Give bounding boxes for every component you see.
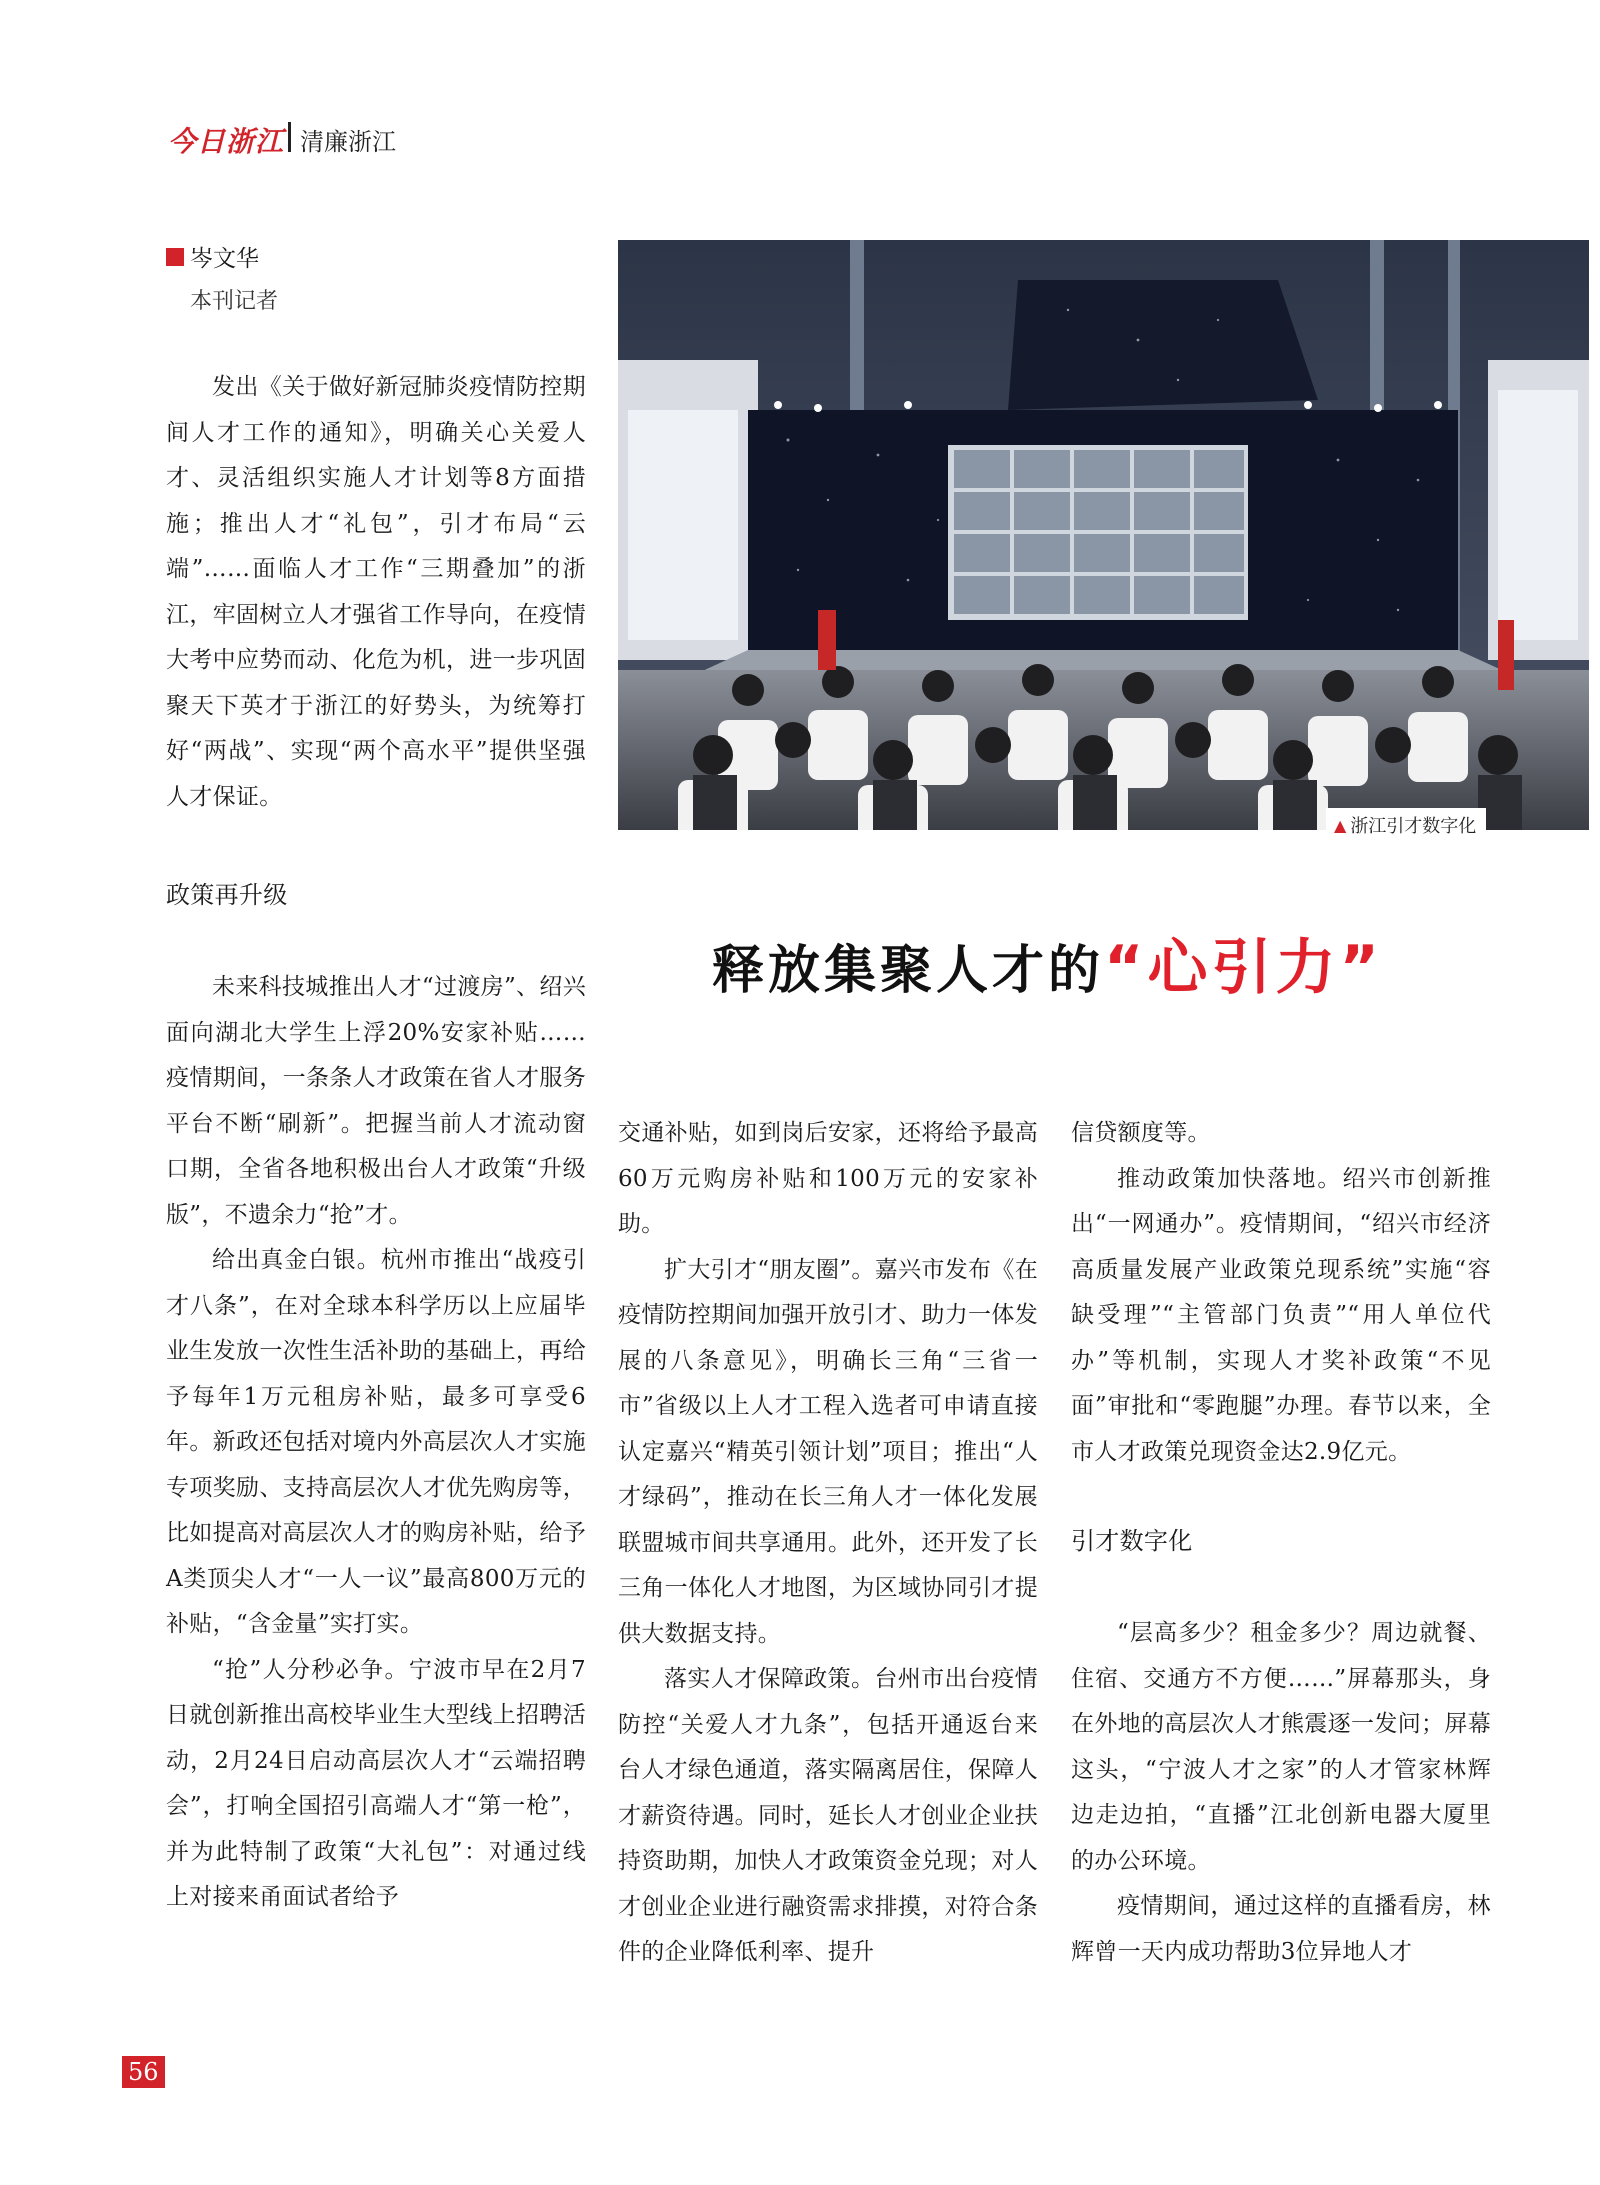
section-heading-digital: 引才数字化 — [1071, 1527, 1193, 1555]
photo-caption-text: 浙江引才数字化 — [1350, 816, 1477, 837]
paragraph: 给出真金白银。杭州市推出“战疫引才八条”，在对全球本科学历以上应届毕业生发放一次性生活补助的基础上，再给予每年1万元租房补贴，最多可享受6年。新政还包括对境内外高层次人才实施专项奖励、支持高层次人才优先购房等，比如提高对高层次人才的购房补贴，给予A类顶尖人才“一人一议”最高800万元的补贴，“含金量”实打实。 — [166, 1247, 586, 1637]
column-1-heading — [166, 873, 586, 918]
article-title-highlight: “心引力” — [1104, 933, 1383, 1003]
column-3 — [1071, 1111, 1491, 1475]
paragraph: “抢”人分秒必争。宁波市早在2月7日就创新推出高校毕业生大型线上招聘活动，2月24日启动高层次人才“云端招聘会”，打响全国招引高端人才“第一枪”，并为此特制了政策“大礼包”：对通过线上对接来甬面试者给予 — [166, 1656, 586, 1910]
event-photo-illustration — [618, 240, 1589, 830]
article-title-main: 释放集聚人才的 — [712, 940, 1105, 1001]
article-title — [712, 920, 1383, 1006]
photo-caption — [1326, 808, 1486, 842]
triangle-up-icon: ▲ — [1334, 815, 1347, 835]
red-square-icon — [166, 248, 184, 266]
paragraph: 交通补贴，如到岗后安家，还将给予最高60万元购房补贴和100万元的安家补助。 — [618, 1120, 1038, 1237]
intro-paragraph: 发出《关于做好新冠肺炎疫情防控期间人才工作的通知》，明确关心关爱人才、灵活组织实施人才计划等8方面措施；推出人才“礼包”，引才布局“云端”……面临人才工作“三期叠加”的浙江，牢固树立人才强省工作导向，在疫情大考中应势而动、化危为机，进一步巩固聚天下英才于浙江的好势头，为统筹打好“两战”、实现“两个高水平”提供坚强人才保证。 — [166, 374, 586, 810]
author-role: 本刊记者 — [190, 289, 279, 314]
column-1-top — [166, 365, 586, 820]
paragraph: 推动政策加快落地。绍兴市创新推出“一网通办”。疫情期间，“绍兴市经济高质量发展产业政策兑现系统”实施“容缺受理”“主管部门负责”“用人单位代办”等机制，实现人才奖补政策“不见面”审批和“零跑腿”办理。春节以来，全市人才政策兑现资金达2.9亿元。 — [1071, 1165, 1491, 1465]
section-name: 清廉浙江 — [300, 128, 396, 156]
magazine-logo: 今日浙江 — [168, 125, 285, 158]
column-3-body — [1071, 1611, 1491, 1975]
page-number: 56 — [122, 2056, 165, 2088]
column-1-body — [166, 965, 586, 1921]
paragraph: 疫情期间，通过这样的直播看房，林辉曾一天内成功帮助3位异地人才 — [1071, 1893, 1491, 1965]
column-2 — [618, 1111, 1038, 1976]
column-3-heading — [1071, 1519, 1491, 1564]
author-name: 岑文华 — [190, 246, 259, 272]
event-photo — [618, 240, 1589, 830]
paragraph: 扩大引才“朋友圈”。嘉兴市发布《在疫情防控期间加强开放引才、助力一体发展的八条意见》，明确长三角“三省一市”省级以上人才工程入选者可申请直接认定嘉兴“精英引领计划”项目；推出“人才绿码”，推动在长三角人才一体化发展联盟城市间共享通用。此外，还开发了长三角一体化人才地图，为区域协同引才提供大数据支持。 — [618, 1256, 1038, 1647]
paragraph: 未来科技城推出人才“过渡房”、绍兴面向湖北大学生上浮20%安家补贴……疫情期间，一条条人才政策在省人才服务平台不断“刷新”。把握当前人才流动窗口期，全省各地积极出台人才政策“升级版”，不遗余力“抢”才。 — [166, 974, 586, 1228]
paragraph: 信贷额度等。 — [1071, 1120, 1211, 1146]
paragraph: 落实人才保障政策。台州市出台疫情防控“关爱人才九条”，包括开通返台来台人才绿色通道，落实隔离居住，保障人才薪资待遇。同时，延长人才创业企业扶持资助期，加快人才政策资金兑现；对人才创业企业进行融资需求排摸，对符合条件的企业降低利率、提升 — [618, 1666, 1038, 1965]
paragraph: “层高多少？租金多少？周边就餐、住宿、交通方不方便……”屏幕那头，身在外地的高层次人才熊震逐一发问；屏幕这头，“宁波人才之家”的人才管家林辉边走边拍，“直播”江北创新电器大厦里的办公环境。 — [1071, 1620, 1491, 1874]
author-byline — [166, 240, 259, 273]
section-heading-policy: 政策再升级 — [166, 881, 288, 909]
header-divider — [288, 122, 291, 152]
